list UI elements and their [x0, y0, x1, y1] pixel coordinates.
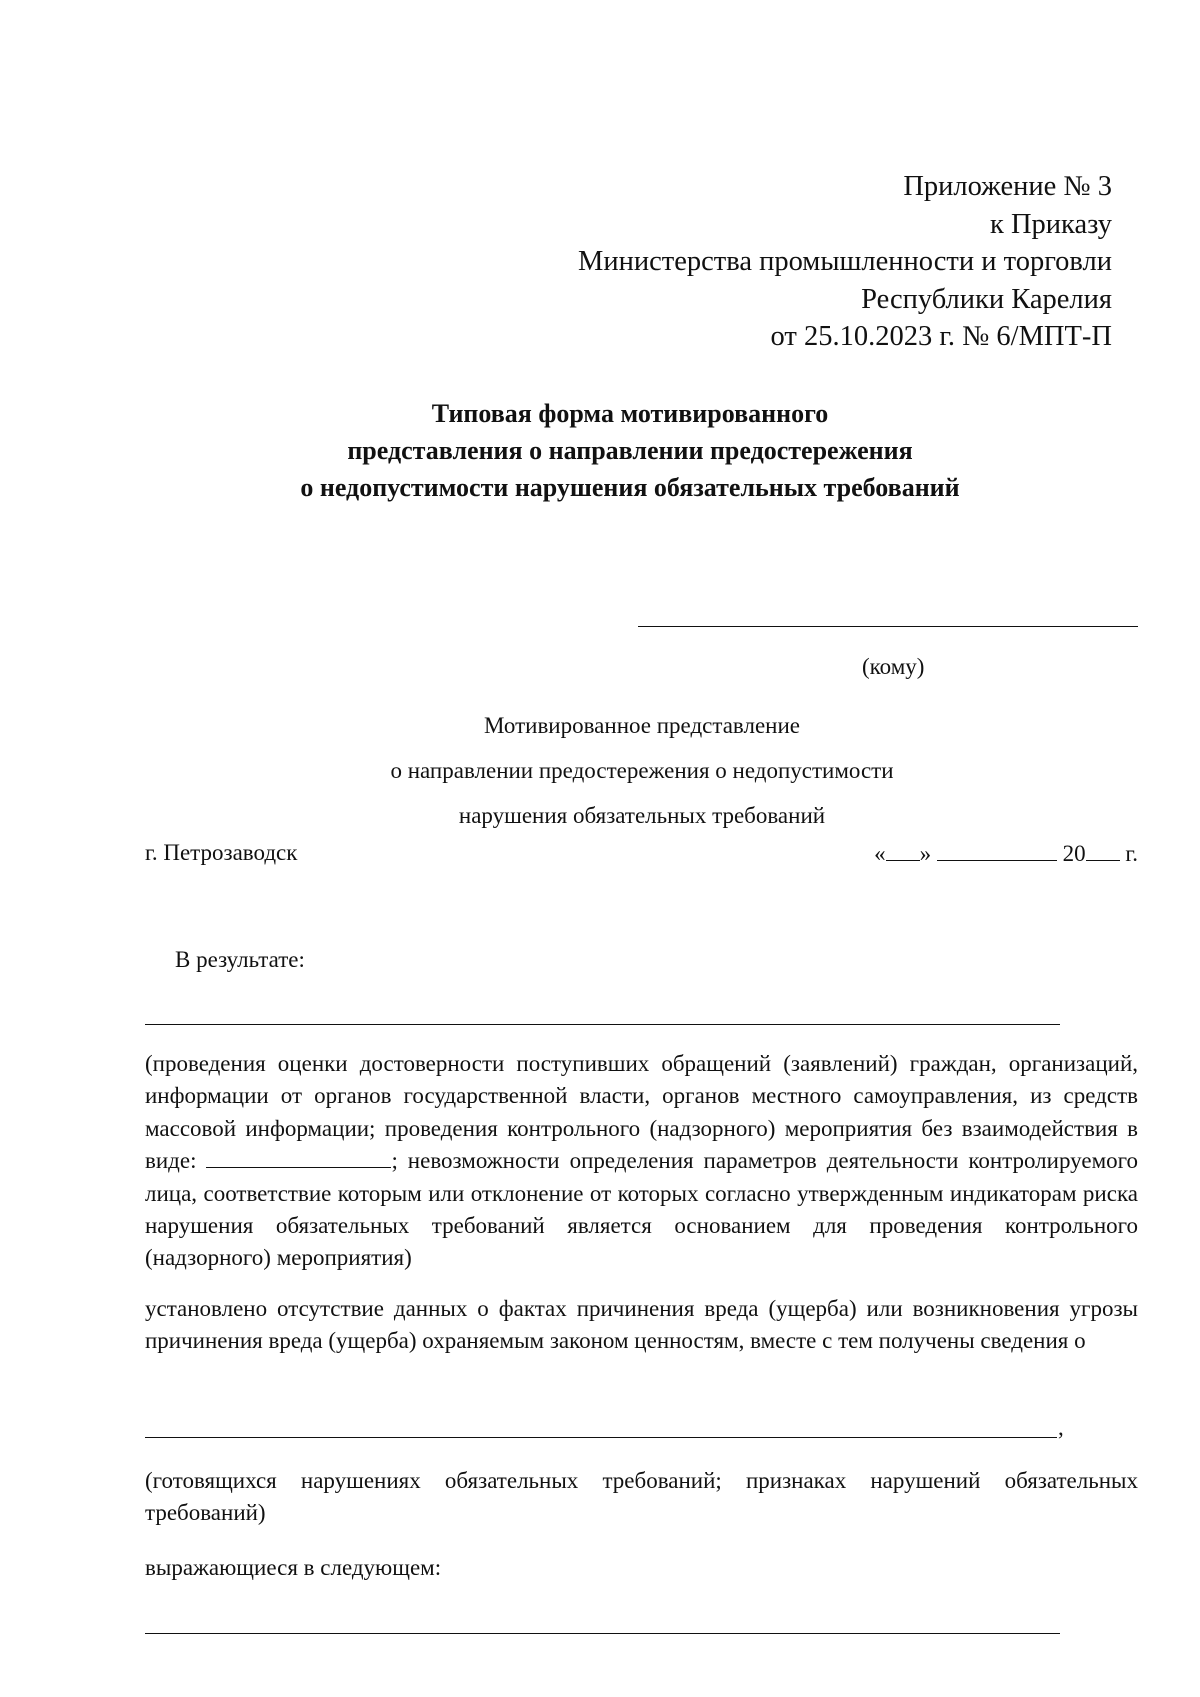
year-blank[interactable] — [1086, 838, 1120, 861]
place-of-issue: г. Петрозаводск — [145, 840, 298, 865]
result-explanation-end: ; невозможности определения параметров деятельности контролируемого лица, соответствие которым или отклонение от которых согласно утвержденным индикаторам риска нарушения обязательных требований является основанием для проведения контрольного (надзорного) мероприятия) — [145, 1148, 1138, 1271]
appendix-order-ref: к Приказу — [989, 208, 1112, 240]
information-blank-line[interactable] — [145, 1437, 1057, 1438]
established-statement: установлено отсутствие данных о фактах причинения вреда (ущерба) или возникновения угрозы причинения вреда (ущерба) охраняемым законом ценностям, вместе с тем получены сведения о — [145, 1296, 1138, 1354]
appendix-order-date: от 25.10.2023 г. № 6/МПТ-П — [770, 321, 1112, 352]
line-comma: , — [1058, 1415, 1064, 1440]
appendix-ministry: Министерства промышленности и торговли — [578, 246, 1112, 277]
year-prefix: 20 — [1062, 841, 1086, 866]
title-line-3: о недопустимости нарушения обязательных требований — [300, 473, 960, 502]
result-explanation — [145, 1048, 1138, 1275]
date-close-quote: » — [919, 841, 932, 866]
result-blank-line[interactable] — [145, 1024, 1060, 1025]
appendix-region: Республики Карелия — [861, 283, 1112, 315]
title-line-2: представления о направлении предостережения — [347, 436, 913, 465]
date-open-quote: « — [874, 841, 886, 866]
year-suffix: г. — [1119, 841, 1138, 866]
subtitle-line-1: Мотивированное представление — [484, 713, 800, 738]
document-title — [0, 395, 1200, 506]
recipient-hint: (кому) — [862, 654, 925, 679]
date-field — [874, 838, 1138, 869]
subtitle-line-2: о направлении предостережения о недопустимости — [390, 758, 894, 783]
violations-hint: (готовящихся нарушениях обязательных требований; признаках нарушений обязательных требований) — [145, 1468, 1138, 1526]
month-blank[interactable] — [937, 838, 1057, 861]
recipient-blank-line[interactable] — [638, 626, 1138, 627]
expressed-blank-line[interactable] — [145, 1633, 1060, 1634]
form-subtitle — [0, 703, 1200, 838]
appendix-header — [578, 168, 1112, 356]
expressed-label: выражающиеся в следующем: — [145, 1555, 442, 1580]
result-explanation-start: (проведения оценки достоверности поступивших обращений (заявлений) граждан, организаций, информации от органов государственной власти, органов местного самоуправления, из средств массовой информации; проведения контрольного (надзорного) мероприятия без взаимодействия в виде: — [145, 1051, 1138, 1174]
event-type-blank[interactable] — [206, 1147, 391, 1168]
subtitle-line-3: нарушения обязательных требований — [458, 803, 826, 828]
title-line-1: Типовая форма мотивированного — [431, 399, 829, 428]
appendix-number: Приложение № 3 — [903, 171, 1112, 202]
day-blank[interactable] — [886, 838, 920, 861]
result-label: В результате: — [175, 947, 305, 972]
